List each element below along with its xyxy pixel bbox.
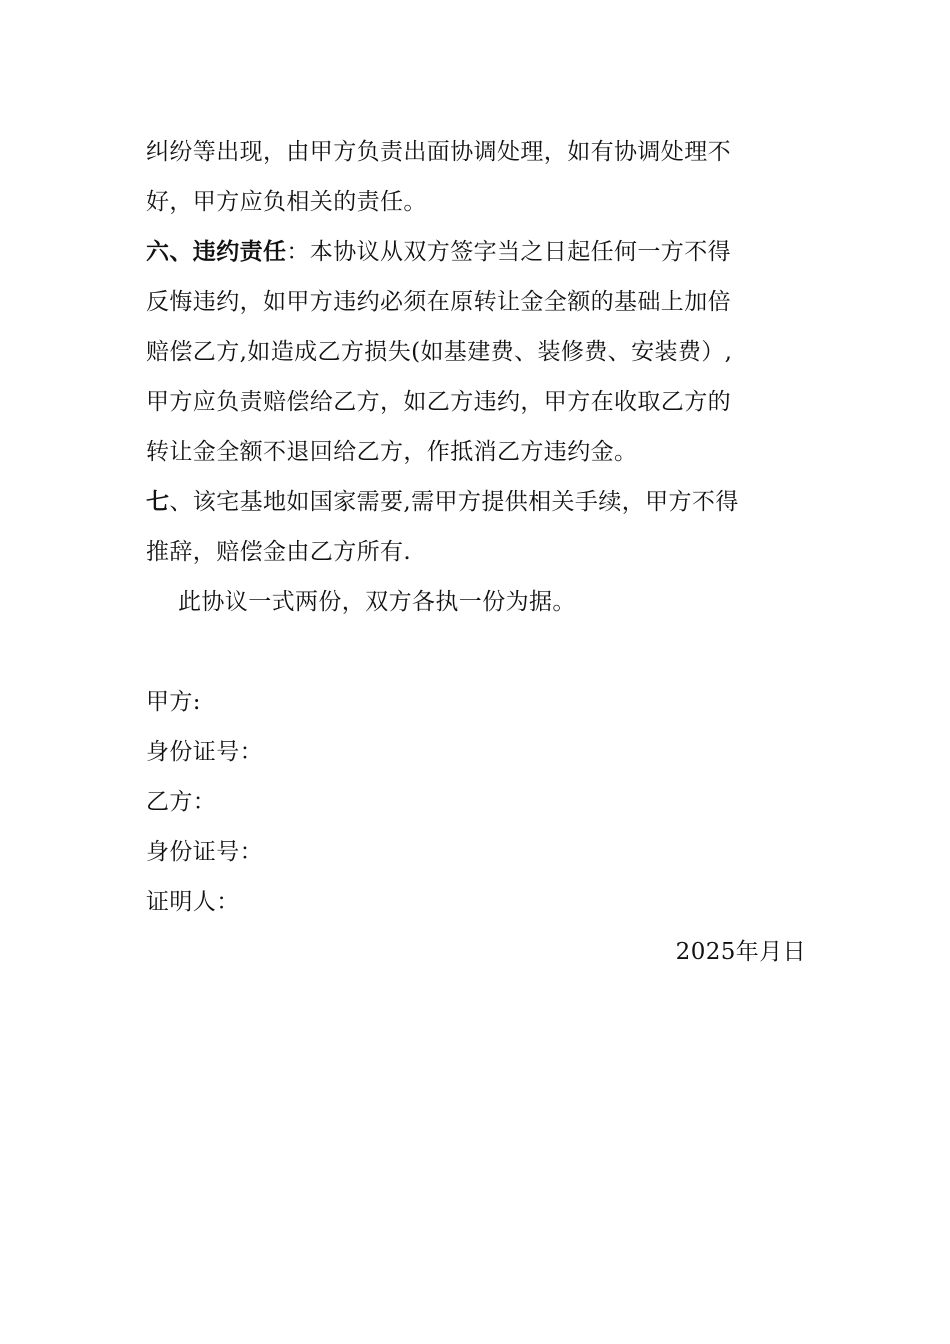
- section-7-heading: 七: [146, 489, 170, 515]
- paragraph-line: 推辞，赔偿金由乙方所有.: [146, 539, 412, 565]
- section-6-line: [146, 227, 806, 277]
- party-b-label: 乙方：: [146, 789, 217, 815]
- spacer: [146, 627, 806, 677]
- paragraph-line: 反悔违约，如甲方违约必须在原转让金全额的基础上加倍: [146, 289, 731, 315]
- paragraph-line: 转让金全额不退回给乙方，作抵消乙方违约金。: [146, 439, 638, 465]
- section-7-line: [146, 477, 806, 527]
- section-6-heading: 六、违约责任: [146, 239, 287, 265]
- signing-date: 2025年月日: [675, 939, 806, 965]
- section-6-text: ：本协议从双方签字当之日起任何一方不得: [286, 239, 732, 265]
- paragraph-line: 纠纷等出现，由甲方负责出面协调处理，如有协调处理不: [146, 139, 731, 165]
- paragraph-line: 赔偿乙方,如造成乙方损失(如基建费、装修费、安装费）,: [146, 339, 733, 365]
- paragraph-line: 好，甲方应负相关的责任。: [146, 189, 427, 215]
- paragraph-line: 甲方应负责赔偿给乙方，如乙方违约，甲方在收取乙方的: [146, 389, 731, 415]
- party-b-id-label: 身份证号：: [146, 839, 263, 865]
- closing-statement: 此协议一式两份，双方各执一份为据。: [178, 589, 576, 615]
- document-page: [146, 127, 806, 977]
- witness-label: 证明人：: [146, 889, 240, 915]
- party-a-label: 甲方:: [146, 689, 201, 715]
- party-a-id-label: 身份证号：: [146, 739, 263, 765]
- section-7-text: 、该宅基地如国家需要,需甲方提供相关手续，甲方不得: [169, 489, 739, 515]
